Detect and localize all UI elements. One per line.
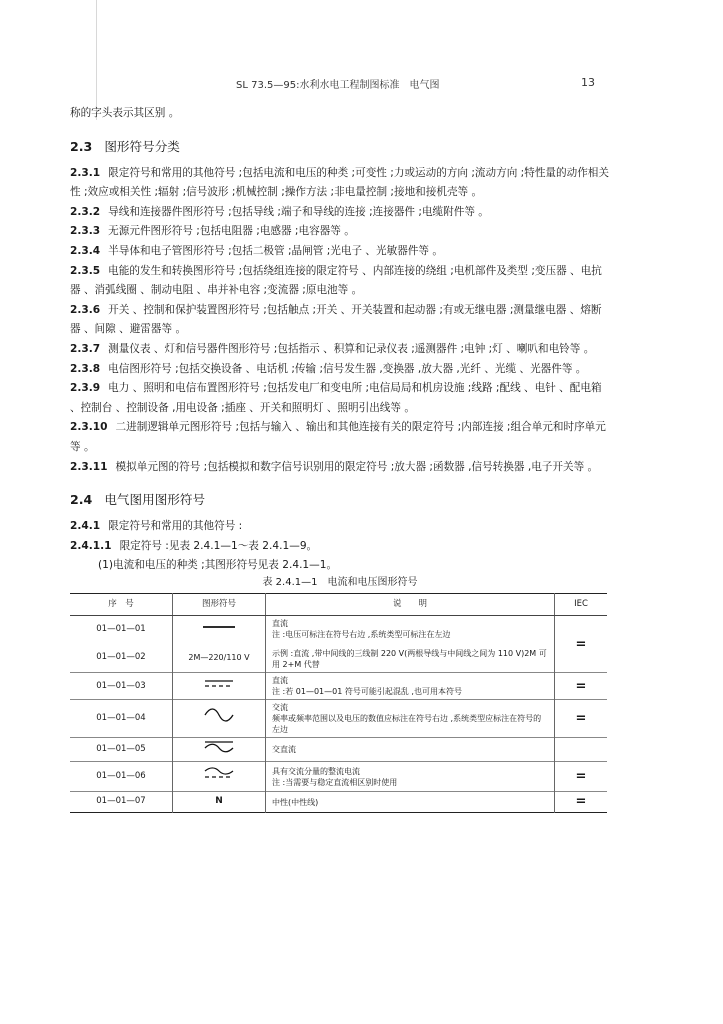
dc-line-symbol-icon <box>199 622 239 632</box>
binding-margin-line <box>96 0 97 120</box>
section-title: 电气图用图形符号 <box>104 492 206 508</box>
symbol-cell <box>173 762 266 792</box>
section-heading-2-3 <box>70 138 610 156</box>
symbol-cell: N <box>173 792 266 813</box>
iec-cell: = <box>555 616 608 673</box>
clause-2-3-7: 2.3.7 测量仪表 、灯和信号器件图形符号 ;包括指示 、积算和记录仪表 ;遥测器件 ;电钟 ;灯 、喇叭和电铃等 。 <box>70 342 595 355</box>
table-row <box>70 792 607 813</box>
symbol-cell: 2M—220/110 V <box>173 642 266 673</box>
table-row <box>70 700 607 738</box>
clause-2-4-1: 2.4.1 限定符号和常用的其他符号 : <box>70 520 243 533</box>
clause-2-3-4: 2.3.4 半导体和电子管图形符号 ;包括二极管 ;晶闸管 ;光电子 、光敏器件等 。 <box>70 244 443 257</box>
symbol-cell <box>173 616 266 642</box>
clause-2-3-8: 2.3.8 电信图形符号 ;包括交换设备 、电话机 ;传输 ;信号发生器 ,变换器 ,放大器 ,光纤 、光缆 、光器件等 。 <box>70 362 587 375</box>
section-heading-2-4 <box>70 491 610 509</box>
clause-2-3-5: 2.3.5 电能的发生和转换图形符号 ;包括绕组连接的限定符号 、内部连接的绕组 ;电机部件及类型 ;变压器 、电抗器 、消弧线圈 、制动电阻 、串并补电容 ;变流器 ;原电池等 。 <box>70 264 602 297</box>
col-header-code: 序 号 <box>70 593 173 616</box>
iec-cell: = <box>555 700 608 738</box>
clause-2-3-11: 2.3.11 模拟单元图的符号 ;包括模拟和数字信号识别用的限定符号 ;放大器 ;函数器 ,信号转换器 ,电子开关等 。 <box>70 460 599 473</box>
iec-cell: = <box>555 673 608 700</box>
code-cell: 01—01—02 <box>96 651 146 662</box>
clause-2-3-9: 2.3.9 电力 、照明和电信布置图形符号 ;包括发电厂和变电所 ;电信局局和机房设施 ;线路 ;配线 、电针 、配电箱 、控制台 、控制设备 ,用电设备 ;插座 、开关和照明灯 、照明引出线等 。 <box>70 382 602 414</box>
clause-2-3-1: 2.3.1 限定符号和常用的其他符号 ;包括电流和电压的种类 ;可变性 ;力或运动的方向 ;流动方向 ;特性量的动作相关性 ;效应或相关性 ;辐射 ;信号波形 ;机械控制 ;操作方法 ;非电量控制 ;接地和接机壳等 。 <box>70 166 609 199</box>
section-title: 图形符号分类 <box>104 138 180 154</box>
page-number: 13 <box>581 76 595 89</box>
table-header-row <box>70 593 607 616</box>
code-cell: 01—01—07 <box>70 792 173 813</box>
code-cell: 01—01—01 <box>70 616 173 642</box>
col-header-iec: IEC <box>555 593 608 616</box>
clause-2-3-10: 2.3.10 二进制逻辑单元图形符号 ;包括与输入 、输出和其他连接有关的限定符号 ;内部连接 ;组合单元和时序单元等 。 <box>70 421 606 453</box>
rectified-current-symbol-icon <box>199 766 239 780</box>
description-cell: 交流 频率或频率范围以及电压的数值应标注在符号右边 ,系统类型应标注在符号的左边 <box>266 700 555 738</box>
symbol-cell <box>173 738 266 762</box>
section-number: 2.4 <box>70 492 93 508</box>
section-2-3-items <box>70 164 610 478</box>
description-cell: 交直流 <box>266 738 555 762</box>
code-cell: 01—01—03 <box>70 673 173 700</box>
symbol-cell <box>173 673 266 700</box>
iec-cell: = <box>555 762 608 792</box>
clause-2-3-3: 2.3.3 无源元件图形符号 ;包括电阻器 ;电感器 ;电容器等 。 <box>70 225 355 238</box>
table-row <box>70 738 607 762</box>
table-row <box>70 673 607 700</box>
description-cell: 中性(中性线) <box>266 792 555 813</box>
description-cell: 直流 注 :若 01—01—01 符号可能引起混乱 ,也可用本符号 <box>266 673 555 700</box>
symbol-table <box>70 593 607 813</box>
page-body <box>70 104 610 813</box>
col-header-symbol: 图形符号 <box>173 593 266 616</box>
symbol-cell <box>173 700 266 738</box>
code-cell: 01—01—04 <box>70 700 173 738</box>
clause-2-3-6: 2.3.6 开关 、控制和保护装置图形符号 ;包括触点 ;开关 、开关装置和起动器 ;有或无继电器 ;测量继电器 、熔断器 、间隙 、避雷器等 。 <box>70 303 602 336</box>
iec-cell <box>555 738 608 762</box>
ac-dc-symbol-icon <box>199 739 239 753</box>
clause-2-3-2: 2.3.2 导线和连接器件图形符号 ;包括导线 ;端子和导线的连接 ;连接器件 ;电缆附件等 。 <box>70 205 489 218</box>
clause-2-4-1-1: 2.4.1.1 限定符号 :见表 2.4.1—1～表 2.4.1—9。 <box>70 539 318 552</box>
iec-cell: = <box>555 792 608 813</box>
section-number: 2.3 <box>70 138 93 154</box>
table-row <box>70 616 607 642</box>
col-header-description: 说 明 <box>266 593 555 616</box>
running-header: SL 73.5—95:水利水电工程制图标准 电气图 <box>236 80 440 91</box>
code-cell: 01—01—05 <box>70 738 173 762</box>
ac-wave-symbol-icon <box>199 707 239 723</box>
description-cell: 具有交流分量的整流电流 注 :当需要与稳定直流相区别时使用 <box>266 762 555 792</box>
description-cell: 直流 注 :电压可标注在符号右边 ,系统类型可标注在左边 示例 :直流 ,带中间线的三线制 220 V(两根导线与中间线之间为 110 V)2M 可用 2+M 代替 <box>266 616 555 673</box>
dc-dashed-symbol-icon <box>199 677 239 689</box>
table-caption: 表 2.4.1—1 电流和电压图形符号 <box>262 576 418 588</box>
intro-text: 称的字头表示其区别 。 <box>70 107 180 119</box>
table-row <box>70 762 607 792</box>
item-current-voltage: (1)电流和电压的种类 ;其图形符号见表 2.4.1—1。 <box>98 559 338 572</box>
code-cell: 01—01—06 <box>70 762 173 792</box>
